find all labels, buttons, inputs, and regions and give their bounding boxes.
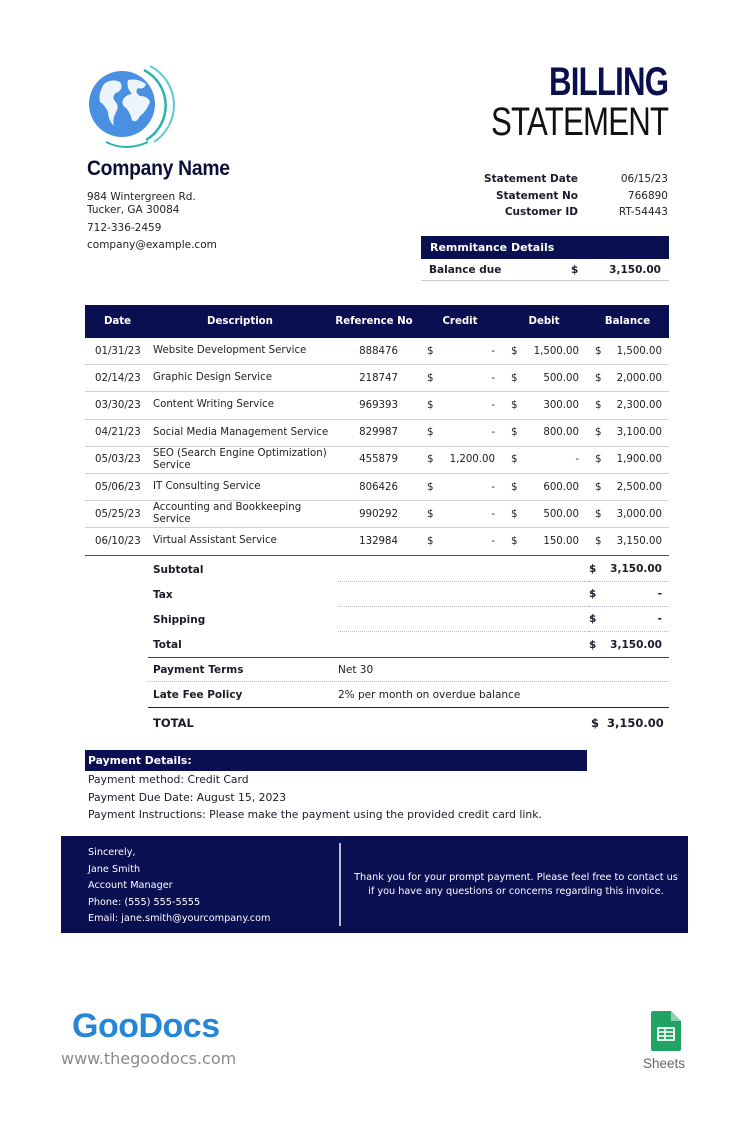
meta-label: Statement No: [495, 189, 578, 202]
late-fee-value: 2% per month on overdue balance: [338, 688, 521, 701]
currency-symbol: $: [427, 427, 434, 439]
cell-date: 05/03/23: [95, 454, 141, 466]
credit-value: -: [491, 399, 495, 411]
meta-value: RT-54443: [618, 206, 668, 219]
title-line2: STATEMENT: [490, 100, 668, 144]
cell-balance: [586, 346, 669, 357]
currency-symbol: $: [427, 454, 434, 466]
statement-no-row: [418, 188, 668, 205]
debit-value: 600.00: [543, 481, 579, 493]
summary-section: [148, 557, 669, 737]
shipping-value: -: [657, 613, 662, 625]
cell-balance: [586, 482, 669, 493]
cell-debit: [502, 509, 586, 520]
company-address-line2: Tucker, GA 30084: [87, 204, 180, 216]
grand-total-label: TOTAL: [153, 715, 194, 730]
cell-balance: [586, 509, 669, 520]
google-sheets-icon: [651, 1011, 681, 1051]
header-debit: Debit: [528, 316, 560, 327]
balance-due-value: 3,150.00: [609, 263, 661, 276]
payment-terms-value: Net 30: [338, 663, 374, 676]
row-divider: [338, 607, 589, 632]
cell-balance: [586, 400, 669, 411]
cell-credit: [418, 482, 502, 493]
cell-description: Social Media Management Service: [153, 426, 329, 438]
total-value: 3,150.00: [610, 638, 662, 651]
currency-symbol: $: [511, 345, 518, 357]
currency-symbol: $: [595, 399, 602, 411]
goodocs-url[interactable]: www.thegoodocs.com: [61, 1049, 237, 1068]
balance-value: 3,000.00: [616, 508, 662, 520]
thank-you-message: [346, 871, 686, 898]
cell-debit: [502, 346, 586, 357]
document-title: [441, 62, 668, 142]
signer-name: Jane Smith: [88, 863, 141, 875]
row-divider: [338, 582, 589, 607]
cell-date: 05/06/23: [95, 481, 141, 493]
remittance-details: [421, 236, 669, 281]
meta-label: Customer ID: [504, 206, 578, 219]
cell-reference: 888476: [359, 345, 398, 357]
table-row: [85, 420, 669, 447]
cell-debit: [502, 454, 586, 465]
table-row: [85, 447, 669, 474]
meta-value: 06/15/23: [620, 173, 668, 186]
payment-due-date: Payment Due Date: August 15, 2023: [88, 790, 287, 804]
total-amount: [589, 632, 669, 657]
currency-symbol: $: [589, 638, 597, 651]
currency-symbol: $: [595, 345, 602, 357]
payment-details: [85, 750, 587, 824]
currency-symbol: $: [595, 454, 602, 466]
currency-symbol: $: [595, 372, 602, 384]
shipping-amount: [589, 607, 669, 632]
cell-reference: 990292: [359, 508, 398, 520]
cell-reference: 806426: [359, 481, 398, 493]
currency-symbol: $: [595, 427, 602, 439]
credit-value: -: [491, 345, 495, 357]
signer-title: Account Manager: [88, 880, 173, 892]
header-reference: Reference No: [335, 316, 413, 327]
cell-date: 04/21/23: [95, 427, 141, 439]
cell-description: Accounting and Bookkeeping Service: [153, 502, 302, 526]
currency-symbol: $: [427, 345, 434, 357]
cell-credit: [418, 427, 502, 438]
payment-details-header: Payment Details:: [85, 750, 587, 771]
title-line1: BILLING: [548, 60, 668, 104]
cell-credit: [418, 373, 502, 384]
subtotal-value: 3,150.00: [610, 563, 662, 575]
payment-terms-label: Payment Terms: [153, 663, 244, 676]
cell-reference: 132984: [359, 535, 398, 547]
balance-due-label: Balance due: [429, 263, 502, 276]
cell-description: Content Writing Service: [153, 399, 275, 411]
header-balance: Balance: [604, 316, 651, 327]
cell-debit: [502, 427, 586, 438]
currency-symbol: $: [511, 508, 518, 520]
table-row: [85, 338, 669, 365]
remittance-header: Remmitance Details: [421, 236, 669, 259]
cell-credit: [418, 346, 502, 357]
cell-description: IT Consulting Service: [153, 481, 261, 493]
cell-date: 05/25/23: [95, 508, 141, 520]
statement-meta: [418, 171, 668, 221]
late-fee-label: Late Fee Policy: [153, 688, 243, 701]
credit-value: -: [491, 508, 495, 520]
currency-symbol: $: [511, 399, 518, 411]
cell-balance: [586, 373, 669, 384]
currency-symbol: $: [511, 454, 518, 466]
vertical-divider: [339, 843, 341, 926]
currency-symbol: $: [427, 508, 434, 520]
balance-value: 2,500.00: [616, 481, 662, 493]
balance-value: 1,500.00: [616, 345, 662, 357]
currency-symbol: $: [589, 563, 597, 575]
grand-total-row: [148, 707, 669, 737]
company-phone: 712-336-2459: [87, 222, 162, 234]
cell-credit: [418, 454, 502, 465]
balance-value: 2,000.00: [616, 372, 662, 384]
balance-value: 1,900.00: [616, 454, 662, 466]
credit-value: -: [491, 535, 495, 547]
cell-debit: [502, 482, 586, 493]
cell-reference: 829987: [359, 427, 398, 439]
header-description: Description: [207, 316, 273, 327]
tax-row: [148, 582, 669, 607]
cell-reference: 455879: [359, 454, 398, 466]
balance-value: 3,150.00: [616, 535, 662, 547]
debit-value: 150.00: [543, 535, 579, 547]
customer-id-row: [418, 204, 668, 221]
currency-symbol: $: [595, 508, 602, 520]
currency-symbol: $: [511, 481, 518, 493]
currency-symbol: $: [427, 399, 434, 411]
table-row: [85, 392, 669, 419]
currency-symbol: $: [511, 372, 518, 384]
meta-label: Statement Date: [484, 173, 578, 186]
thank-you-line2: if you have any questions or concerns regarding this invoice.: [368, 885, 664, 897]
payment-instructions: Payment Instructions: Please make the payment using the provided credit card link.: [88, 808, 542, 821]
subtotal-row: [148, 557, 669, 582]
cell-credit: [418, 509, 502, 520]
cell-description: SEO (Search Engine Optimization) Service: [153, 447, 327, 471]
payment-terms-row: [148, 657, 669, 682]
total-label: Total: [153, 638, 182, 651]
debit-value: 500.00: [543, 508, 579, 520]
footer-band: [61, 836, 688, 933]
balance-due-row: [421, 259, 669, 281]
currency-symbol: $: [427, 535, 434, 547]
grand-total-value: 3,150.00: [607, 715, 664, 730]
header-credit: Credit: [442, 316, 478, 327]
currency-symbol: $: [427, 372, 434, 384]
cell-description: Graphic Design Service: [153, 372, 272, 384]
credit-value: -: [491, 481, 495, 493]
tax-value: -: [657, 588, 662, 600]
cell-date: 06/10/23: [95, 535, 141, 547]
cell-date: 01/31/23: [95, 345, 141, 357]
signer-email: Email: jane.smith@yourcompany.com: [88, 913, 271, 925]
globe-icon: [86, 62, 176, 152]
goodocs-logo: GooDocs: [72, 1007, 220, 1045]
table-row: [85, 501, 669, 528]
company-email: company@example.com: [87, 239, 217, 251]
credit-value: 1,200.00: [449, 454, 495, 466]
cell-balance: [586, 427, 669, 438]
debit-value: 300.00: [543, 399, 579, 411]
signer-phone: Phone: (555) 555-5555: [88, 896, 201, 908]
table-row: [85, 474, 669, 501]
shipping-label: Shipping: [153, 613, 206, 626]
cell-date: 03/30/23: [95, 399, 141, 411]
subtotal-label: Subtotal: [153, 563, 204, 576]
cell-balance: [586, 454, 669, 465]
thank-you-line1: Thank you for your prompt payment. Please feel free to contact us: [354, 872, 678, 883]
sheets-label: Sheets: [643, 1056, 686, 1071]
cell-credit: [418, 400, 502, 411]
late-fee-row: [148, 682, 669, 707]
closing: Sincerely,: [88, 847, 136, 858]
currency-symbol: $: [571, 263, 579, 276]
meta-value: 766890: [627, 189, 668, 202]
cell-debit: [502, 536, 586, 547]
currency-symbol: $: [595, 535, 602, 547]
signature-block: [88, 845, 270, 928]
credit-value: -: [491, 427, 495, 439]
currency-symbol: $: [427, 481, 434, 493]
transactions-table: [85, 305, 669, 556]
cell-debit: [502, 373, 586, 384]
company-address-line1: 984 Wintergreen Rd.: [87, 191, 196, 203]
cell-reference: 218747: [359, 372, 398, 384]
header-date: Date: [103, 316, 132, 327]
currency-symbol: $: [595, 481, 602, 493]
row-divider: [338, 557, 589, 582]
table-row: [85, 365, 669, 392]
shipping-row: [148, 607, 669, 632]
cell-date: 02/14/23: [95, 372, 141, 384]
currency-symbol: $: [589, 613, 597, 625]
cell-description: Virtual Assistant Service: [153, 535, 277, 547]
cell-reference: 969393: [359, 399, 398, 411]
company-name: Company Name: [87, 157, 230, 180]
payment-method: Payment method: Credit Card: [88, 773, 249, 786]
debit-value: 1,500.00: [533, 345, 579, 357]
credit-value: -: [491, 372, 495, 384]
cell-balance: [586, 536, 669, 547]
currency-symbol: $: [591, 715, 600, 730]
row-spacer: [338, 632, 589, 657]
tax-label: Tax: [153, 588, 173, 601]
balance-value: 2,300.00: [616, 399, 662, 411]
statement-date-row: [418, 171, 668, 188]
table-header: [85, 305, 669, 338]
cell-description: Website Development Service: [153, 345, 307, 357]
currency-symbol: $: [511, 535, 518, 547]
balance-value: 3,100.00: [616, 427, 662, 439]
table-row: [85, 528, 669, 555]
currency-symbol: $: [589, 588, 597, 600]
debit-value: 800.00: [543, 427, 579, 439]
subtotal-amount: [589, 557, 669, 582]
cell-debit: [502, 400, 586, 411]
total-row: [148, 632, 669, 657]
tax-amount: [589, 582, 669, 607]
debit-value: -: [575, 454, 579, 466]
debit-value: 500.00: [543, 372, 579, 384]
currency-symbol: $: [511, 427, 518, 439]
cell-credit: [418, 536, 502, 547]
